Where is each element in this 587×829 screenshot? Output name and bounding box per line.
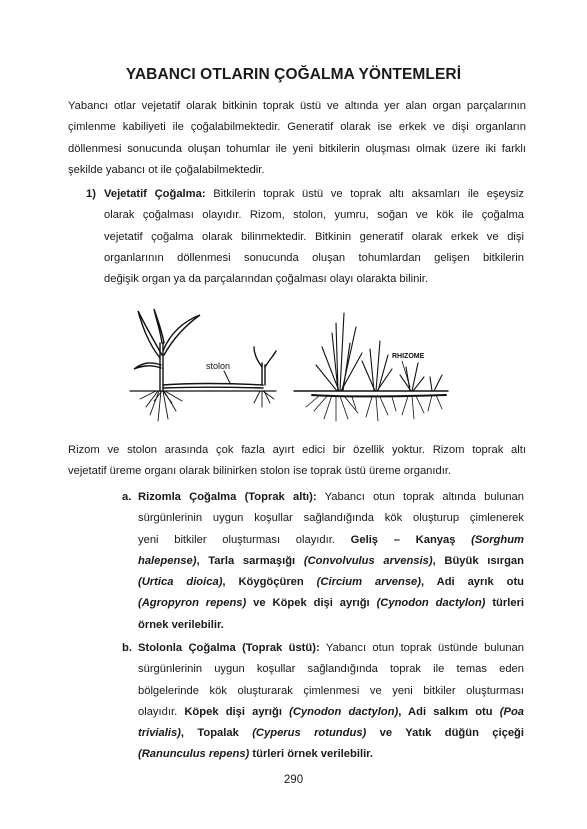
stolon-illustration bbox=[128, 303, 278, 425]
intro-line: döllenmesi sonucunda oluşan tohumlar ile yeni bitkilerin oluşması olmak üzere iki farklı bbox=[68, 142, 526, 155]
latin-name: (Ranunculus repens) bbox=[138, 748, 250, 761]
section-1-line: olarak çoğalması olayıdır. Rizom, stolon, yumru, soğan ve kök ile çoğalma bbox=[104, 209, 524, 222]
rhizome-illustration bbox=[292, 303, 450, 425]
text-run: Yabancı otun toprak altında bulunan bbox=[324, 491, 524, 503]
plant-name: , Adi ayrık otu bbox=[421, 576, 525, 589]
text-run: yeni bitkiler oluşturması olayıdır. bbox=[138, 533, 335, 546]
plant-name: , Adi salkım otu bbox=[398, 705, 493, 718]
stolon-label: stolon bbox=[206, 361, 231, 371]
section-1-paragraph bbox=[104, 184, 524, 290]
latin-name: (Sorghum bbox=[471, 533, 524, 546]
middle-line: Rizom ve stolon arasında çok fazla ayırt edici bir özellik yoktur. Rizom toprak altı bbox=[68, 444, 526, 456]
page-number: 290 bbox=[283, 774, 304, 786]
plant-name: türleri bbox=[492, 597, 525, 610]
middle-line: vejetatif üreme organı olarak bilinirken stolon ise toprak üstü üreme organıdır. bbox=[68, 465, 452, 478]
plant-name: türleri örnek verilebilir. bbox=[252, 748, 374, 761]
subsection-b-label: b. bbox=[122, 642, 132, 654]
plant-name: , Köygöçüren bbox=[222, 576, 304, 589]
plant-name: ve Yatık düğün çiçeği bbox=[379, 727, 524, 740]
intro-line: şekilde yabancı ot ile çoğalabilmektedir. bbox=[68, 163, 265, 176]
text-run: bölgelerinde kök oluşturarak çimlenmesi ve yeni bitkiler oluşturması bbox=[138, 684, 524, 697]
text-run: sürgünlerinin uygun koşullar sağlandığında kök oluşturup çimlenerek bbox=[138, 512, 524, 525]
latin-name: (Convolvulus arvensis) bbox=[303, 554, 433, 567]
section-1-line: vejetatif çoğalma olarak bilinmektedir. Bitkinin generatif olarak erkek ve dişi bbox=[104, 230, 524, 243]
subsection-a-paragraph bbox=[138, 487, 524, 636]
plant-name: , Topalak bbox=[180, 727, 239, 740]
intro-paragraph bbox=[68, 96, 526, 181]
latin-name: (Cyperus rotundus) bbox=[252, 727, 367, 740]
plant-name: , Büyük ısırgan bbox=[432, 554, 524, 567]
latin-name: (Cynodon dactylon) bbox=[376, 597, 486, 610]
middle-paragraph bbox=[68, 440, 526, 483]
latin-name: (Agropyron repens) bbox=[138, 597, 247, 610]
rhizome-label: RHIZOME bbox=[392, 353, 425, 360]
section-1-line: değişik organ ya da parçalarından çoğalması olayı olarakta bilinir. bbox=[104, 273, 428, 286]
plant-name: Geliş – Kanyaş bbox=[350, 533, 456, 546]
latin-name: halepense) bbox=[138, 554, 197, 567]
text-run: sürgünlerinin uygun koşullar sağlandığında toprak ile temas eden bbox=[138, 663, 524, 676]
subsection-a-heading: Rizomla Çoğalma (Toprak altı): bbox=[138, 491, 317, 503]
latin-name: (Cynodon dactylon) bbox=[289, 705, 399, 718]
intro-line: çimlenme kabiliyeti ile çoğalabilmektedir. Generatif olarak ise erkek ve dişi organların bbox=[68, 121, 526, 134]
latin-name: (Circium arvense) bbox=[316, 576, 421, 589]
subsection-b-paragraph bbox=[138, 638, 524, 766]
page-title: YABANCI OTLARIN ÇOĞALMA YÖNTEMLERİ bbox=[125, 66, 462, 83]
subsection-a-label: a. bbox=[122, 491, 132, 503]
latin-name: (Poa bbox=[499, 705, 525, 718]
text-run: olayıdır. bbox=[138, 705, 178, 718]
text-run: Yabancı otun toprak üstünde bulunan bbox=[325, 642, 524, 654]
section-1-line: organlarının döllenmesi sonucunda oluşan tohumlardan gelişen bitkilerin bbox=[104, 251, 524, 264]
section-1-heading: Vejetatif Çoğalma: bbox=[104, 188, 206, 200]
intro-line: Yabancı otlar vejetatif olarak bitkinin toprak üstü ve altında yer alan organ parçalarının bbox=[68, 100, 526, 112]
latin-name: (Urtica dioica) bbox=[138, 576, 223, 589]
plant-name: , Tarla sarmaşığı bbox=[196, 554, 296, 567]
text-run: örnek verilebilir. bbox=[138, 618, 224, 631]
plant-name: ve Köpek dişi ayrığı bbox=[253, 597, 370, 610]
section-1-line: Bitkilerin toprak üstü ve toprak altı aksamları ile eşeysiz bbox=[213, 188, 525, 200]
subsection-b-heading: Stolonla Çoğalma (Toprak üstü): bbox=[138, 642, 320, 654]
plant-name: Köpek dişi ayrığı bbox=[184, 705, 282, 718]
latin-name: trivialis) bbox=[138, 727, 181, 740]
section-1-number: 1) bbox=[86, 188, 96, 200]
